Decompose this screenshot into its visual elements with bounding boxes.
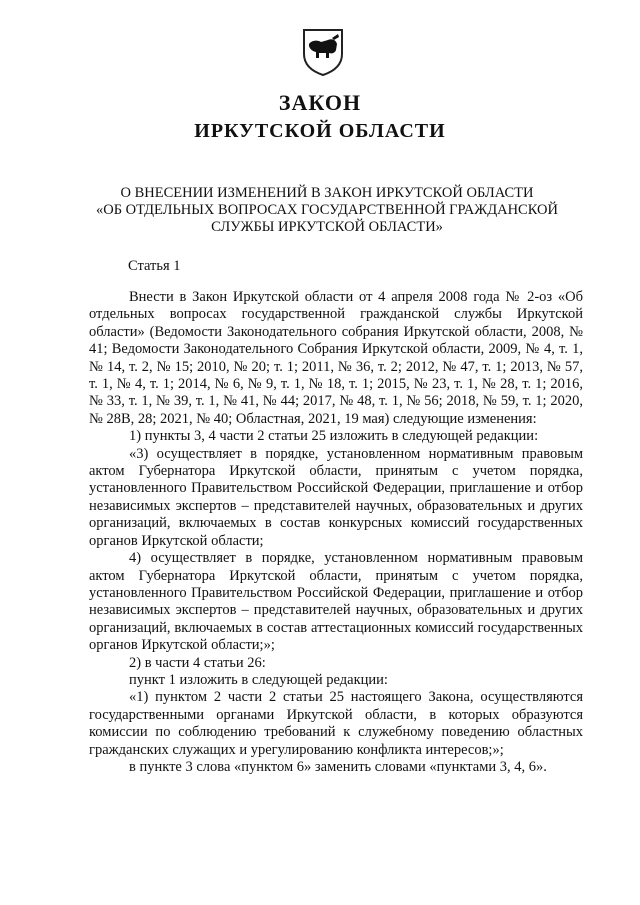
- article-body: [89, 289, 583, 776]
- paragraph: Внести в Закон Иркутской области от 4 апреля 2008 года № 2-оз «Об отдельных вопросах государственной гражданской службы Иркутской области» (Ведомости Законодательного собрания Иркутской области, 2008, № 41; Ведомости Законодательного Собрания Иркутской области, 2009, № 4, т. 1, № 14, т. 2, № 15; 2010, № 20; т. 1; 2011, № 36, т. 2; 2012, № 47, т. 1; 2013, № 57, т. 1, № 4, т. 1; 2014, № 6, № 9, т. 1, № 18, т. 1; 2015, № 23, т. 1, № 28, т. 1; 2016, № 33, т. 1, № 39, т. 1, № 41, № 44; 2017, № 48, т. 1, № 56; 2018, № 59, т. 1; 2020, № 28В, 28; 2021, № 40; Областная, 2021, 19 мая) следующие изменения:: [89, 289, 583, 427]
- document-title-region: ИРКУТСКОЙ ОБЛАСТИ: [194, 120, 446, 142]
- subtitle-line: «ОБ ОТДЕЛЬНЫХ ВОПРОСАХ ГОСУДАРСТВЕННОЙ ГРАЖДАНСКОЙ: [96, 202, 558, 218]
- irkutsk-coat-of-arms-icon: [302, 28, 344, 76]
- paragraph: в пункте 3 слова «пунктом 6» заменить словами «пунктами 3, 4, 6».: [129, 758, 547, 775]
- law-subtitle: [60, 185, 594, 236]
- paragraph: «1) пунктом 2 части 2 статьи 25 настоящего Закона, осуществляются государственными органами Иркутской области, в которых образуются комиссии по соблюдению требований к служебному поведению областных гражданских служащих и урегулированию конфликта интересов;»;: [89, 689, 583, 758]
- subtitle-line: СЛУЖБЫ ИРКУТСКОЙ ОБЛАСТИ»: [211, 219, 443, 235]
- paragraph: «3) осуществляет в порядке, установленном нормативным правовым актом Губернатора Иркутской области, принятым с учетом порядка, установленного Правительством Российской Федерации, приглашение и отбор независимых экспертов – представителей научных, образовательных и других организаций, включаемых в состав конкурсных комиссий государственных органов Иркутской области;: [89, 445, 583, 549]
- paragraph: 4) осуществляет в порядке, установленном нормативным правовым актом Губернатора Иркутской области, принятым с учетом порядка, установленного Правительством Российской Федерации, приглашение и отбор независимых экспертов – представителей научных, образовательных и других организаций, включаемых в состав аттестационных комиссий государственных органов Иркутской области;»;: [89, 550, 583, 654]
- article-heading: Статья 1: [128, 258, 181, 274]
- paragraph: 1) пункты 3, 4 части 2 статьи 25 изложить в следующей редакции:: [129, 428, 539, 445]
- paragraph: 2) в части 4 статьи 26:: [129, 654, 266, 671]
- paragraph: пункт 1 изложить в следующей редакции:: [129, 671, 388, 688]
- document-title: ЗАКОН: [278, 90, 362, 115]
- subtitle-line: О ВНЕСЕНИИ ИЗМЕНЕНИЙ В ЗАКОН ИРКУТСКОЙ ОБЛАСТИ: [120, 185, 534, 201]
